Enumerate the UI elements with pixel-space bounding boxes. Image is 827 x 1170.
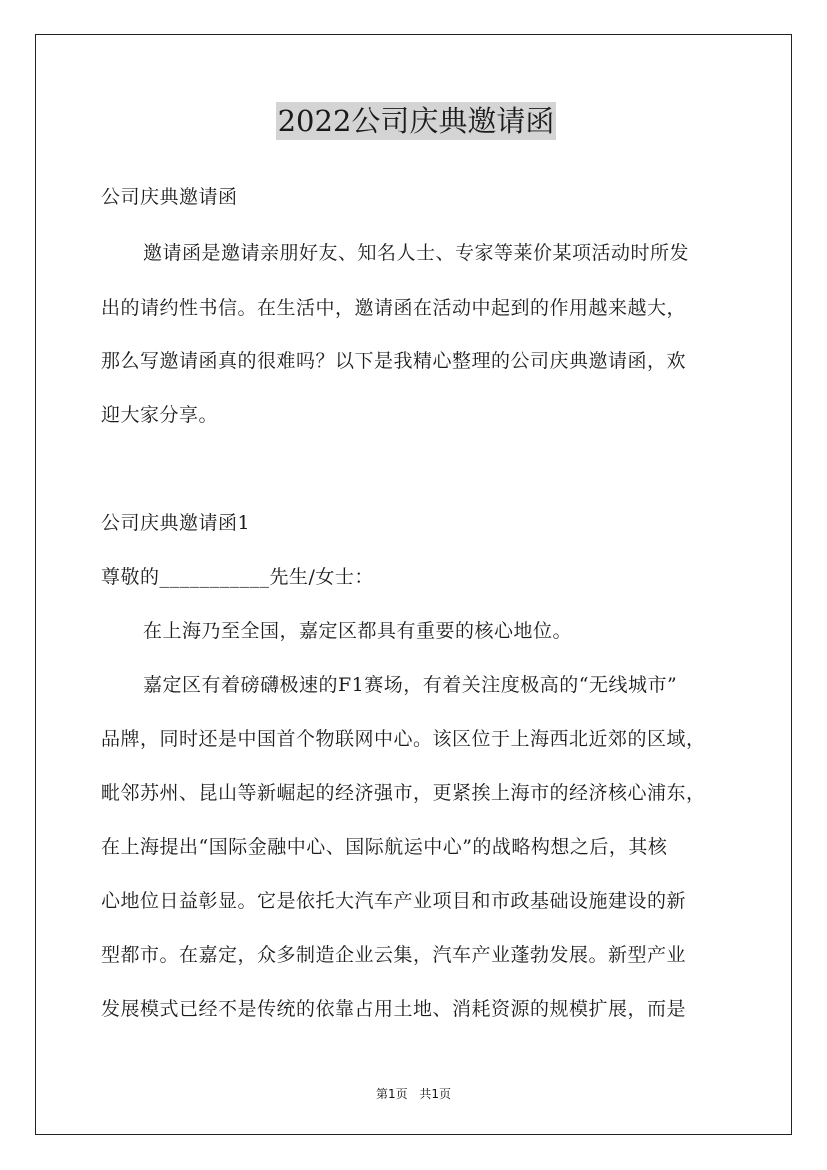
- paragraph-line: 嘉定区有着磅礴极速的F1赛场，有着关注度极高的“无线城市”: [143, 674, 678, 696]
- paragraph-line: 在上海乃至全国，嘉定区都具有重要的核心地位。: [143, 620, 573, 642]
- paragraph-line: 品牌，同时还是中国首个物联网中心。该区位于上海西北近郊的区域，: [101, 728, 706, 750]
- paragraph-line: 心地位日益彰显。它是依托大汽车产业项目和市政基础设施建设的新: [101, 890, 687, 912]
- page-number: 第1页: [375, 1087, 408, 1101]
- paragraph-line: 在上海提出“国际金融中心、国际航运中心”的战略构想之后，其核: [101, 836, 668, 858]
- paragraph-line: 毗邻苏州、昆山等新崛起的经济强市，更紧挨上海市的经济核心浦东，: [101, 782, 706, 804]
- intro-line: 那么写邀请函真的很难吗？以下是我精心整理的公司庆典邀请函，欢: [101, 350, 687, 372]
- document-title: 2022公司庆典邀请函: [277, 104, 555, 138]
- intro-line: 出的请约性书信。在生活中，邀请函在活动中起到的作用越来越大，: [101, 297, 687, 319]
- section-heading: 公司庆典邀请函1: [101, 512, 251, 534]
- paragraph-line: 发展模式已经不是传统的依靠占用土地、消耗资源的规模扩展，而是: [101, 998, 687, 1020]
- intro-line: 迎大家分享。: [101, 404, 219, 426]
- paragraph-line: 型都市。在嘉定，众多制造企业云集，汽车产业蓬勃发展。新型产业: [101, 944, 687, 966]
- intro-line: 邀请函是邀请亲朋好友、知名人士、专家等莱价某项活动时所发: [143, 242, 690, 264]
- salutation: 尊敬的___________先生/女士：: [101, 566, 374, 588]
- subtitle: 公司庆典邀请函: [101, 186, 238, 208]
- page-total: 共1页: [419, 1087, 452, 1101]
- page-footer: [0, 1085, 827, 1102]
